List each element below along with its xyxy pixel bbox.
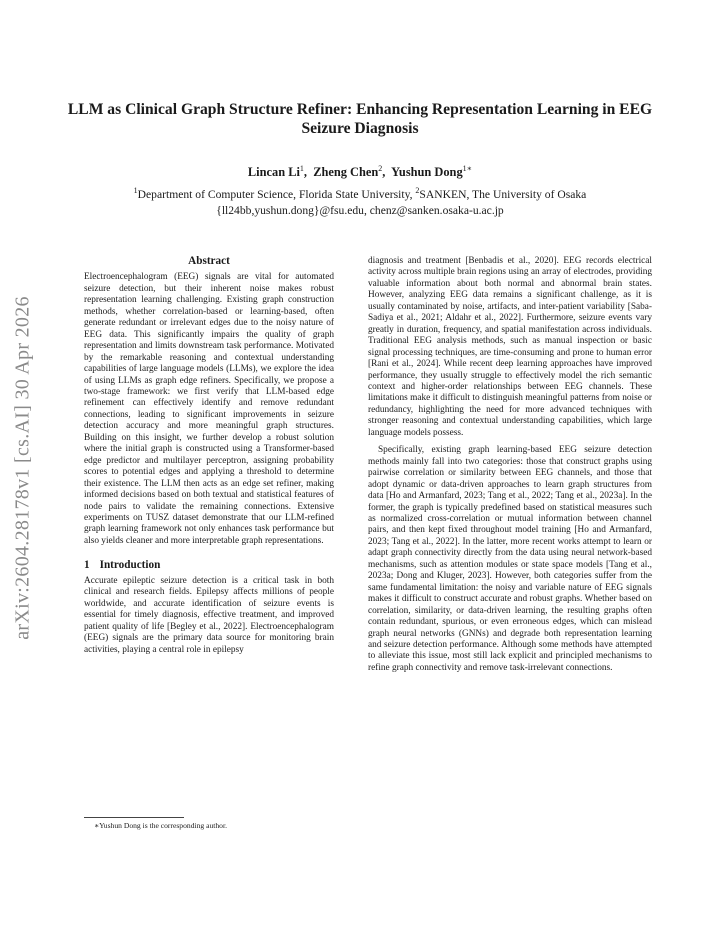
abstract-text: Electroencephalogram (EEG) signals are vital for automated seizure detection, but their inherent noise makes robust representation learning challenging. Existing graph construction methods, whether correlation-based or learning-based, often generate redundant or irrelevant edges due to the noisy nature of EEG data. This significantly impairs the quality of graph representation and limits downstream task performance. Motivated by the remarkable reasoning and contextual understanding capabilities of large language models (LLMs), we explore the idea of using LLMs as graph edge refiners. Specifically, we propose a two-stage framework: we first verify that LLM-based edge refinement can effectively identify and remove redundant connections, leading to significant improvements in seizure detection accuracy and more meaningful graph structures. Building on this insight, we further develop a robust solution where the initial graph is constructed using a Transformer-based edge predictor and multilayer perceptron, assigning probability scores to potential edges and applying a threshold to determine their existence. The LLM then acts as an edge set refiner, making informed decisions based on both textual and statistical features of node pairs to validate the remaining connections. Extensive experiments on TUSZ dataset demonstrate that our LLM-refined graph learning framework not only enhances task performance but also yields cleaner and more interpretable graph representations. [84,272,334,546]
affiliation-mark: 1 [133,186,138,195]
arxiv-identifier: arXiv:2604.28178v1 [cs.AI] 30 Apr 2026 [11,296,34,640]
arxiv-side-stamp [0,263,46,673]
affiliation-text: Department of Computer Science, Florida State University, [137,187,416,201]
author-emails: {ll24bb,yushun.dong}@fsu.edu, chenz@sanken.osaka-u.ac.jp [216,203,504,217]
author-mark: 1∗ [462,164,473,173]
author-mark: 2 [378,164,383,173]
author-list: Lincan Li$^1$, Zheng Chen$^2$, Yushun Dong$^{1∗}$ [247,164,473,180]
author-name: Zheng Chen [313,165,379,180]
section-title: Introduction [99,559,161,572]
author-name: Lincan Li [247,165,300,180]
author-name: Yushun Dong [391,165,463,180]
affiliation-line [40,183,680,203]
affiliations [40,183,680,219]
footnote: ∗Yushun Dong is the corresponding author. [94,821,227,830]
author-mark: 1 [299,164,304,173]
intro-paragraph-2: Specifically, existing graph learning-based EEG seizure detection methods mainly fall into two categories: those that construct graphs using pairwise correlation or similarity between EEG channels, and those that adopt dynamic or data-driven approaches to learn graph structures from data [Ho and Armanfard, 2023; Tang et al., 2022; Tang et al., 2023a]. In the former, the graph is typically predefined based on statistical measures such as normalized cross-correlation or mutual information between channel pairs, and then kept fixed throughout model training [Ho and Armanfard, 2023; Tang et al., 2022]. In the latter, more recent works attempt to learn or adapt graph connectivity directly from the data using neural network-based mechanisms, such as attention modules or state space models [Tang et al., 2023a; Dong and Kluger, 2023]. However, both categories suffer from the same fundamental limitation: the noisy and variable nature of EEG signals makes it difficult to construct accurate and robust graphs. Whether based on correlation, similarity, or data-driven learning, the resulting graphs often contain redundant, spurious, or even erroneous edges, which can mislead graph neural networks (GNNs) and degrade both representation learning and seizure detection performance. Although some methods have attempted to alleviate this issue, most still lack explicit and principled mechanisms to refine graph connectivity and remove task-irrelevant connections. [368,445,652,673]
section-number: 1 [84,559,90,572]
abstract-heading: Abstract [188,255,230,267]
intro-paragraph-1: Accurate epileptic seizure detection is a critical task in both clinical and research fields. Epilepsy affects millions of people worldwide, and accurate identification of seizure events is essential for timely diagnosis, effective treatment, and improved patient quality of life [Begley et al., 2022]. Electroencephalogram (EEG) signals are the primary data source for monitoring brain activities, playing a central role in epilepsy [84,575,334,655]
paper-title: LLM as Clinical Graph Structure Refiner: Enhancing Representation Learning in EEG Seizure Diagnosis [67,101,653,137]
section-heading-introduction [84,560,334,571]
left-column [84,256,334,656]
right-column [368,256,652,674]
affiliation-mark: 2 [415,186,420,195]
affiliation-text: SANKEN, The University of Osaka [419,187,587,201]
intro-paragraph-1-continued: diagnosis and treatment [Benbadis et al., 2020]. EEG records electrical activity across multiple brain regions using an array of electrodes, providing valuable information about both normal and abnormal brain states. However, analyzing EEG data remains a significant challenge, as it is usually contaminated by noise, artifacts, and inter-patient variability [Saba-Sadiya et al., 2021; Aldahr et al., 2022]. Furthermore, seizure events vary greatly in duration, frequency, and spatial manifestation across individuals. Traditional EEG analysis methods, such as manual inspection or basic signal processing techniques, are time-consuming and prone to human error [Rani et al., 2024]. While recent deep learning approaches have improved performance, they usually struggle to effectively model the rich semantic context and higher-order relationships between EEG channels. These limitations make it difficult to distinguish meaningful patterns from noise or redundancy, highlighting the need for more advanced techniques with stronger reasoning and contextual understanding capabilities, which large language models possess. [368,256,652,438]
